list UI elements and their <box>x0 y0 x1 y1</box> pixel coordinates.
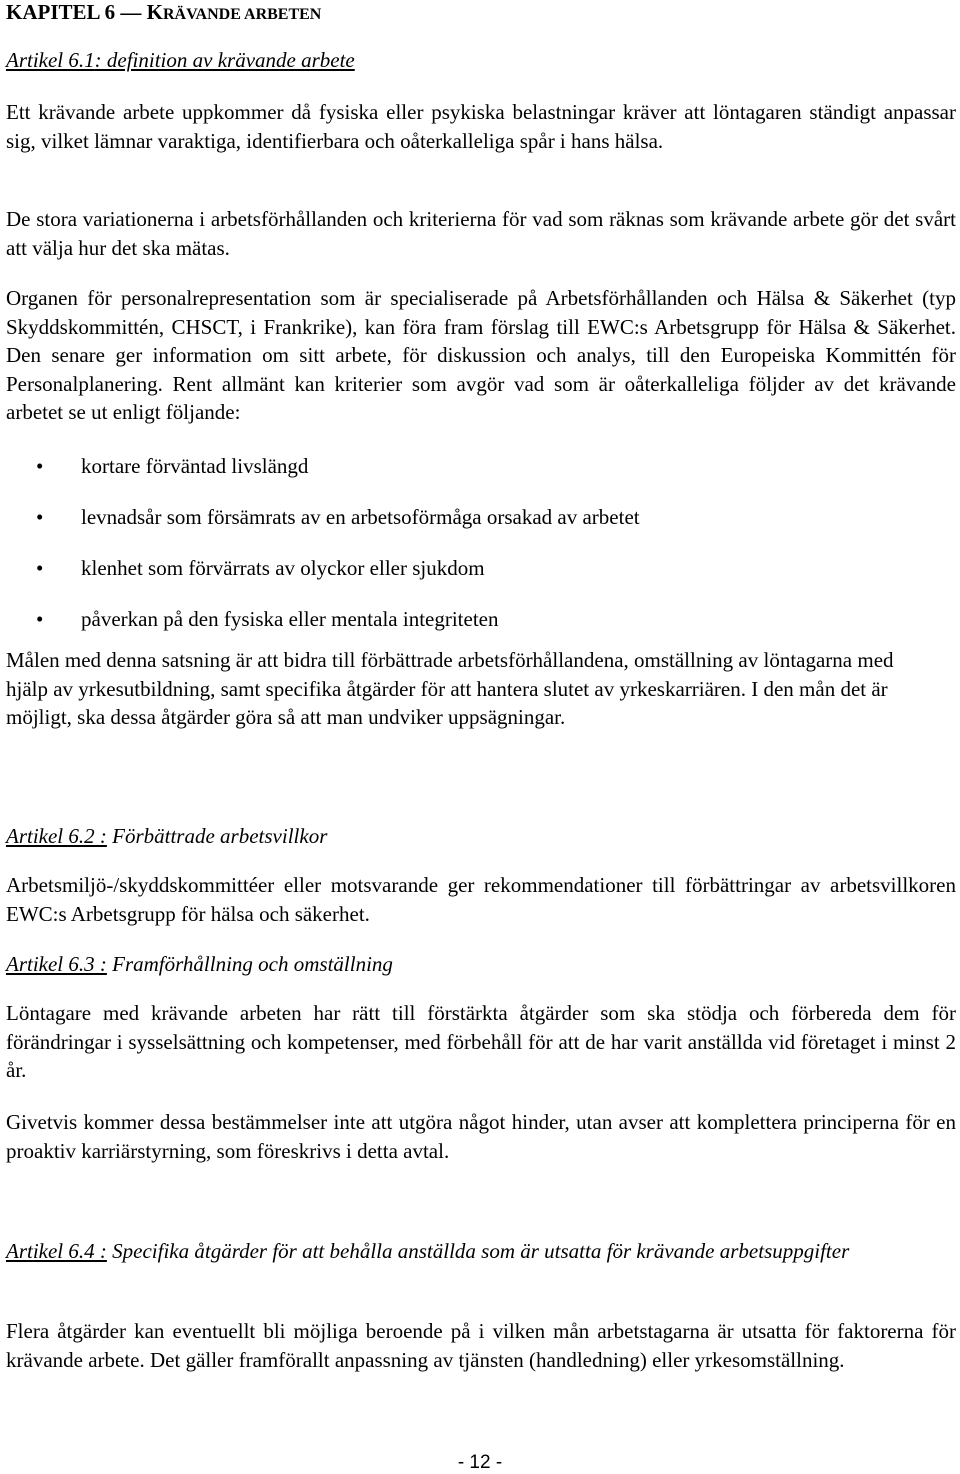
article-6-4-heading <box>6 1237 886 1265</box>
bullet-icon: • <box>36 607 44 631</box>
article-6-3-heading <box>6 950 956 978</box>
list-item-text: påverkan på den fysiska eller mentala integriteten <box>81 607 499 631</box>
article-6-3-title: Framförhållning och omställning <box>106 952 393 976</box>
article-6-3-paragraph-1: Löntagare med krävande arbeten har rätt till förstärkta åtgärder som ska stödja och förbereda dem för förändringar i sysselsättning och kompetenser, med förbehåll för att de har varit anställda vid företaget i minst 2 år. <box>6 1001 956 1082</box>
list-item-text: klenhet som förvärrats av olyckor eller sjukdom <box>81 556 485 580</box>
article-6-1-number: Artikel 6.1 <box>6 48 95 72</box>
article-6-1-paragraph-1: Ett krävande arbete uppkommer då fysiska eller psykiska belastningar kräver att löntagaren ständigt anpassar sig, vilket lämnar varaktiga, identifierbara och oåterkalleliga spår i hans hälsa. <box>6 100 956 153</box>
article-6-2-heading <box>6 822 956 850</box>
article-6-4-number: Artikel 6.4 : <box>6 1239 107 1263</box>
article-6-2-number: Artikel 6.2 : <box>6 824 107 848</box>
article-6-3-paragraph-2: Givetvis kommer dessa bestämmelser inte att utgöra något hinder, utan avser att komplettera principerna för en proaktiv karriärstyrning, som föreskrivs i detta avtal. <box>6 1110 956 1163</box>
article-6-4-paragraph-1: Flera åtgärder kan eventuellt bli möjliga beroende på i vilken mån arbetstagarna är utsatta för faktorerna för krävande arbete. Det gäller framförallt anpassning av tjänsten (handledning) eller yrkesomställning. <box>6 1319 956 1372</box>
criteria-list <box>6 452 956 656</box>
article-6-1-paragraph-3: Organen för personalrepresentation som är specialiserade på Arbetsförhållanden och Hälsa & Säkerhet (typ Skyddskommittén, CHSCT, i Frankrike), kan föra fram förslag till EWC:s Arbetsgrupp för Hälsa & Säkerhet. Den senare ger information om sitt arbete, för diskussion och analys, till den Europeiska Kommittén för Personalplanering. Rent allmänt kan kriterier som avgör vad som är oåterkalleliga följder av det krävande arbetet se ut enligt följande: <box>6 286 956 424</box>
article-6-1-title: : definition av krävande arbete <box>94 48 355 72</box>
article-6-2-title: Förbättrade arbetsvillkor <box>106 824 328 848</box>
article-6-1-paragraph-2: De stora variationerna i arbetsförhållanden och kriterierna för vad som räknas som krävande arbete gör det svårt att välja hur det ska mätas. <box>6 207 956 260</box>
bullet-icon: • <box>36 556 44 580</box>
chapter-title-prefix: KAPITEL 6 — K <box>6 0 163 24</box>
article-6-1-heading <box>6 46 956 74</box>
article-6-2-paragraph-1: Arbetsmiljö-/skyddskommittéer eller motsvarande ger rekommendationer till förbättringar av arbetsvillkoren EWC:s Arbetsgrupp för hälsa och säkerhet. <box>6 873 956 926</box>
page-number: - 12 - <box>457 1452 503 1473</box>
article-6-3-number: Artikel 6.3 : <box>6 952 107 976</box>
bullet-icon: • <box>36 454 44 478</box>
chapter-title-rest: RÄVANDE ARBETEN <box>162 6 322 23</box>
list-item <box>6 452 956 503</box>
article-6-4-title: Specifika åtgärder för att behålla anställda som är utsatta för krävande arbetsuppgifter <box>106 1239 850 1263</box>
list-item-text: levnadsår som försämrats av en arbetsoförmåga orsakad av arbetet <box>81 505 640 529</box>
list-item-text: kortare förväntad livslängd <box>81 454 309 478</box>
bullet-icon: • <box>36 505 44 529</box>
article-6-1-paragraph-4: Målen med denna satsning är att bidra till förbättrade arbetsförhållandena, omställning av löntagarna med hjälp av yrkesutbildning, samt specifika åtgärder för att hantera slutet av yrkeskarriären. I den mån det är möjligt, ska dessa åtgärder göra så att man undviker uppsägningar. <box>6 648 894 729</box>
list-item <box>6 554 956 605</box>
chapter-title <box>6 0 321 26</box>
list-item <box>6 503 956 554</box>
